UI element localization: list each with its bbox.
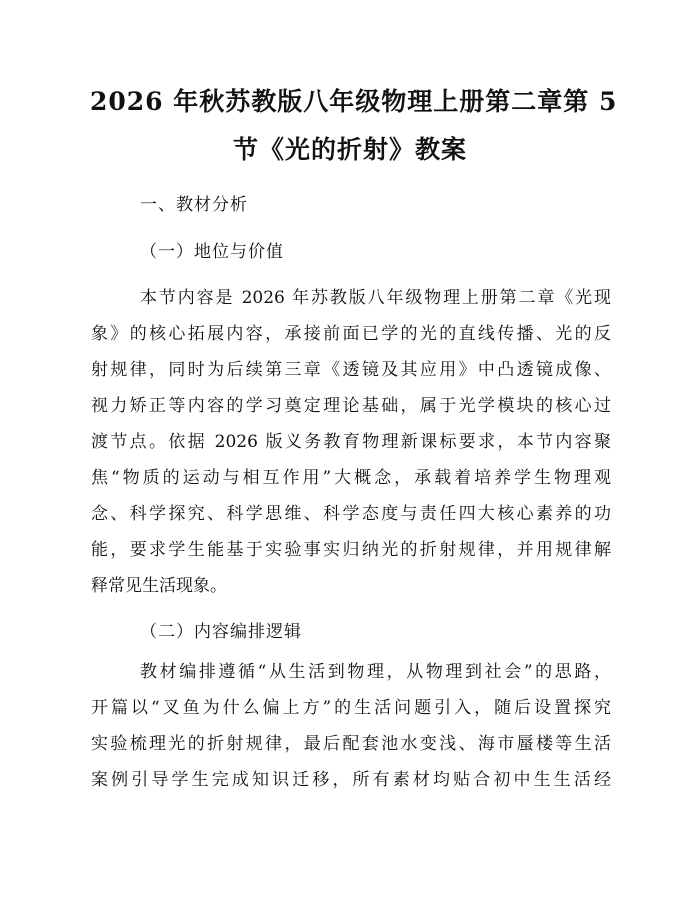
paragraph-1-line: 渡节点。依据 2026 版义务教育物理新课标要求，本节内容聚 bbox=[91, 432, 611, 452]
paragraph-1-line: 念、科学探究、科学思维、科学态度与责任四大核心素养的功 bbox=[91, 504, 611, 524]
paragraph-1-line: 释常见生活现象。 bbox=[91, 576, 227, 596]
paragraph-2-line: 实验梳理光的折射规律，最后配套池水变浅、海市蜃楼等生活 bbox=[91, 734, 611, 754]
paragraph-1-line: 本节内容是 2026 年苏教版八年级物理上册第二章《光现 bbox=[140, 288, 611, 308]
paragraph-1-line: 焦“物质的运动与相互作用”大概念，承载着培养学生物理观 bbox=[91, 468, 611, 488]
paragraph-1-line: 象》的核心拓展内容，承接前面已学的光的直线传播、光的反 bbox=[91, 324, 611, 344]
paragraph-1-line: 视力矫正等内容的学习奠定理论基础，属于光学模块的核心过 bbox=[91, 396, 611, 416]
paragraph-2-line: 教材编排遵循“从生活到物理，从物理到社会”的思路， bbox=[140, 662, 611, 682]
paragraph-1-line: 射规律，同时为后续第三章《透镜及其应用》中凸透镜成像、 bbox=[91, 360, 611, 380]
document-title-line-2: 节《光的折射》教案 bbox=[232, 135, 467, 164]
section-heading-textbook-analysis: 一、教材分析 bbox=[140, 195, 248, 215]
paragraph-2-line: 案例引导学生完成知识迁移，所有素材均贴合初中生生活经 bbox=[91, 770, 611, 790]
paragraph-2-line: 开篇以“叉鱼为什么偏上方”的生活问题引入，随后设置探究 bbox=[91, 698, 611, 718]
subsection-heading-position-value: （一）地位与价值 bbox=[140, 242, 284, 262]
subsection-heading-content-arrangement: （二）内容编排逻辑 bbox=[140, 622, 302, 642]
paragraph-1-line: 能，要求学生能基于实验事实归纳光的折射规律，并用规律解 bbox=[91, 540, 611, 560]
document-title-line-1: 2026 年秋苏教版八年级物理上册第二章第 5 bbox=[90, 87, 618, 116]
